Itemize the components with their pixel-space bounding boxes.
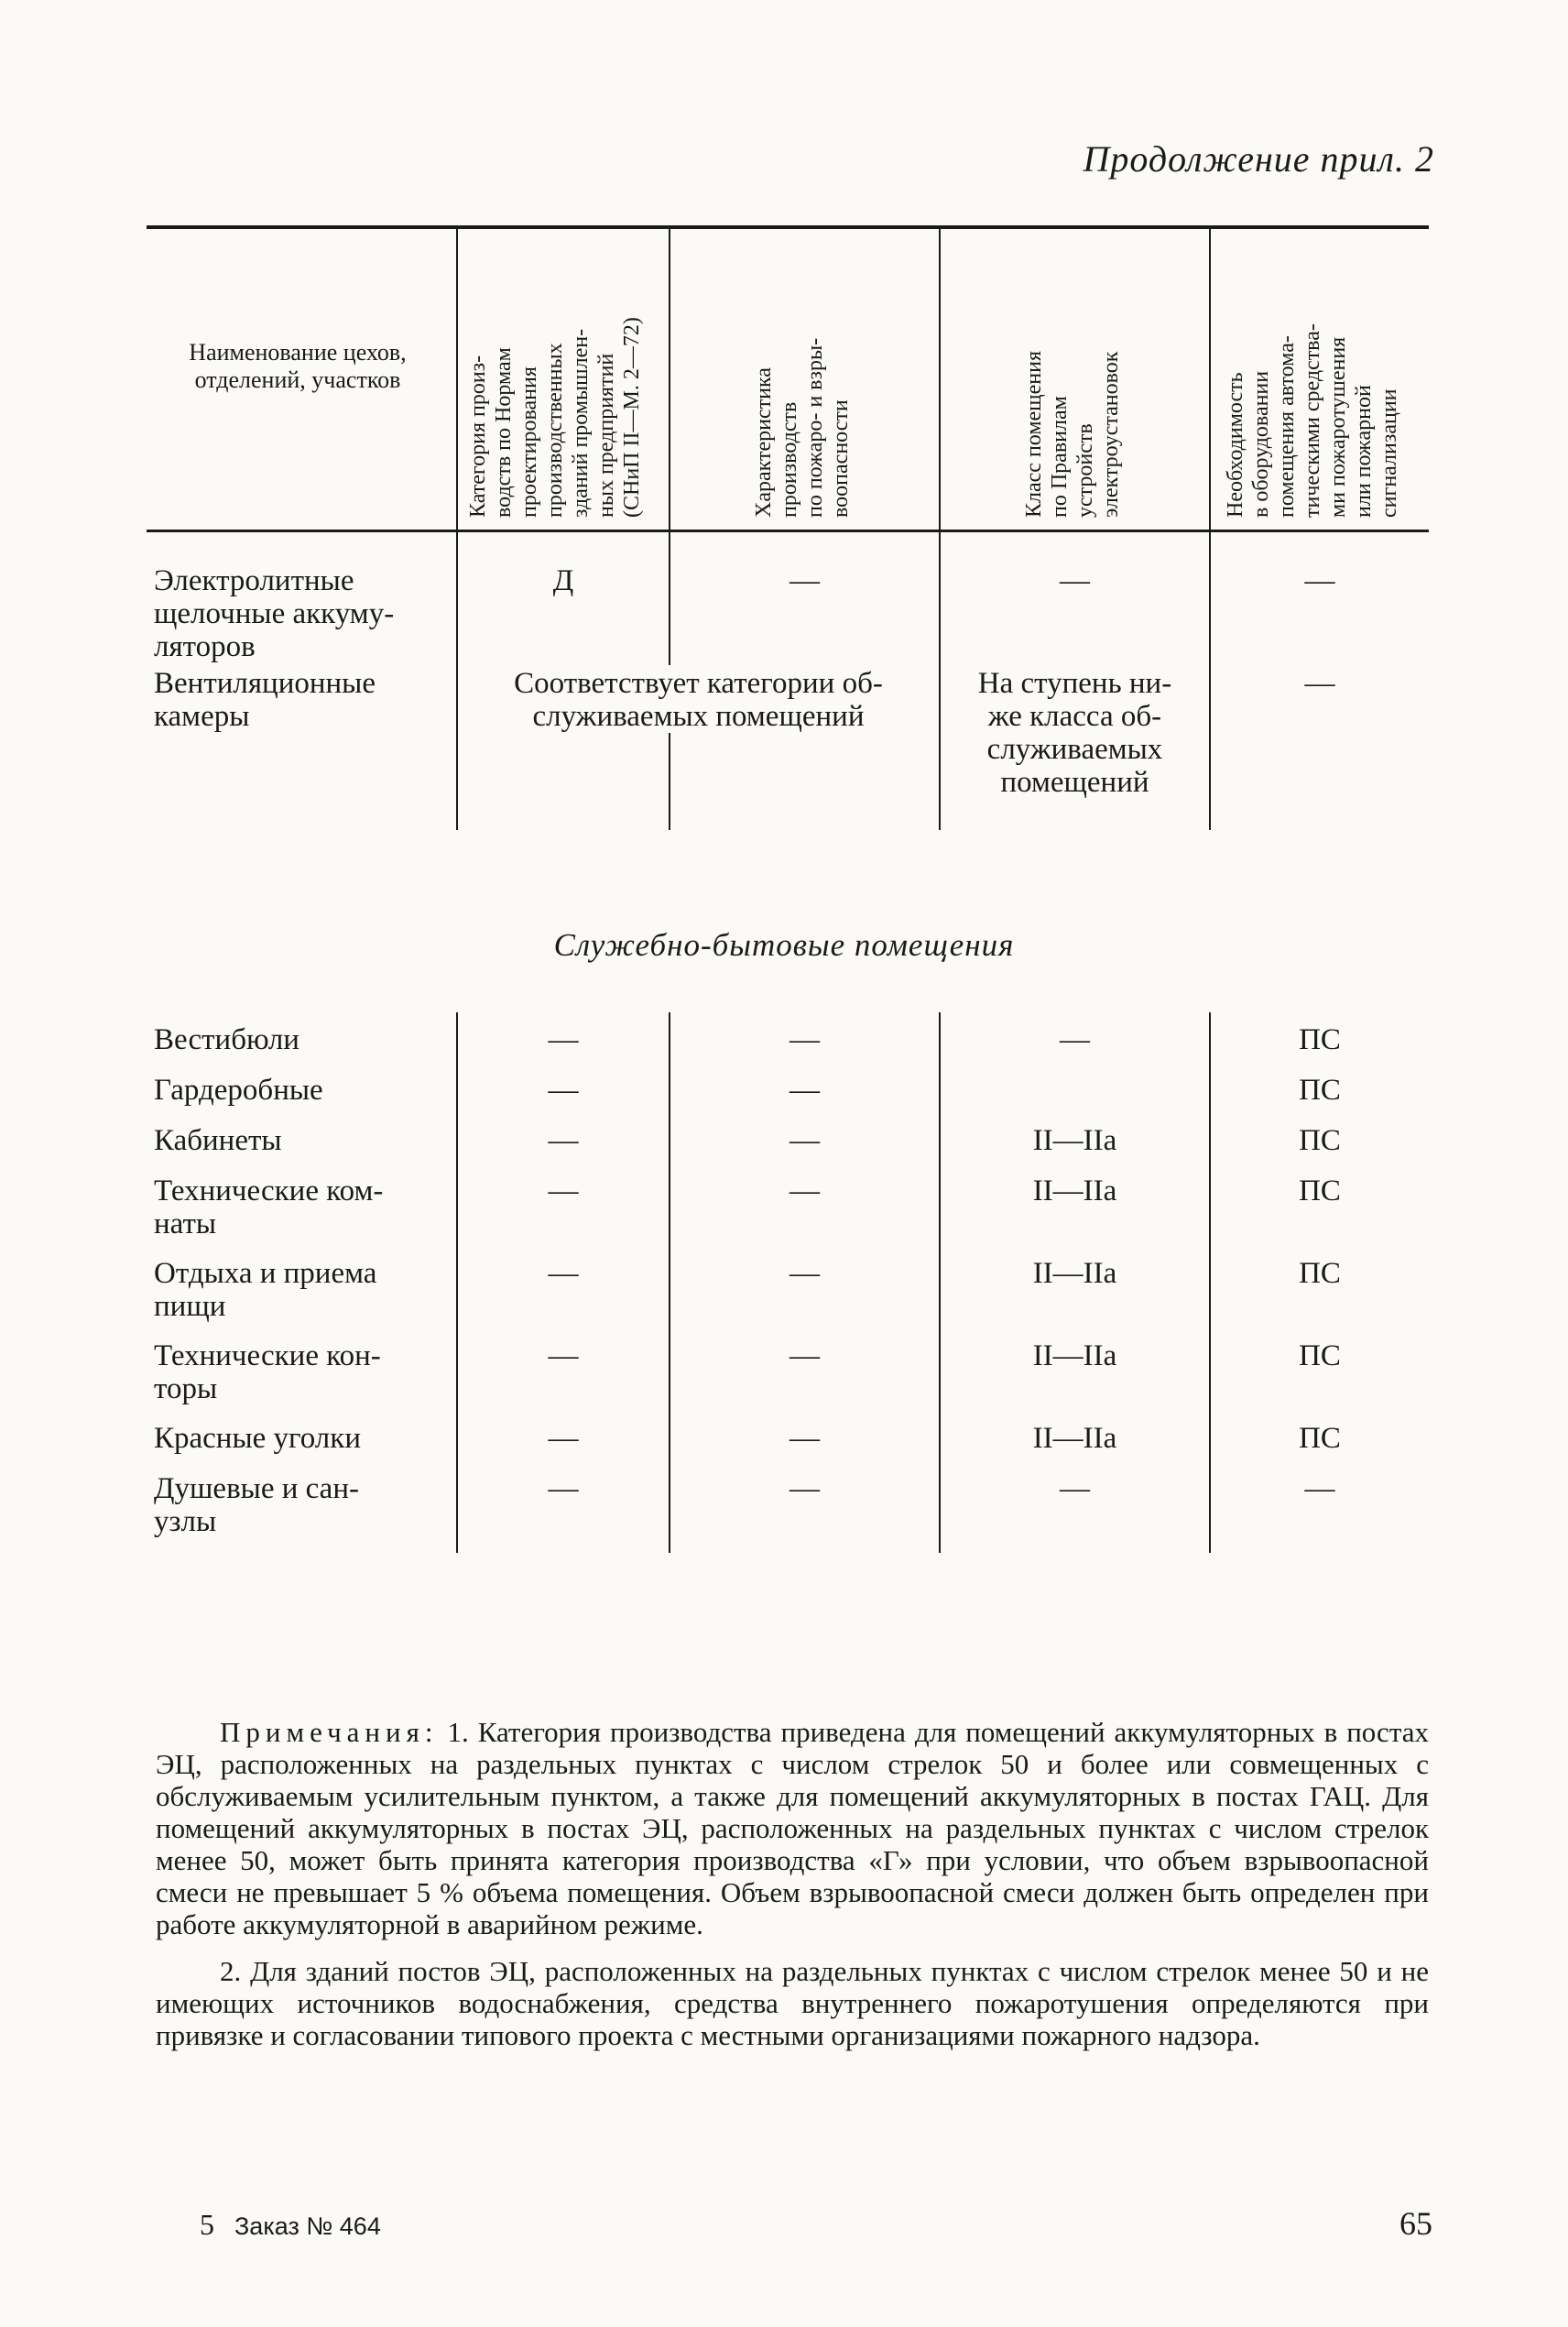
row-name: Технические кон- торы — [154, 1339, 381, 1405]
footer-signature — [200, 2208, 381, 2242]
row-name: Вестибюли — [154, 1023, 299, 1056]
row-name: Вентиляционные камеры — [154, 667, 376, 733]
row-necessity: — — [1304, 564, 1335, 597]
order-number: Заказ № 464 — [234, 2212, 381, 2240]
row-name: Гардеробные — [154, 1074, 323, 1107]
body-divider-2b — [669, 733, 670, 830]
header-divider-4 — [1209, 229, 1211, 530]
body-divider-2a — [669, 532, 670, 665]
row-name: Душевые и сан- узлы — [154, 1472, 359, 1538]
note-1 — [156, 1716, 1429, 1940]
row-merged-category-characteristic: Соответствует категории об- служиваемых помещений — [514, 667, 883, 733]
column-header-necessity: Необходимость в оборудовании помещения автома- тическими средства- ми пожаротушения или пожарной сигнализации — [1224, 323, 1401, 518]
column-header-characteristic: Характеристика производств по пожаро- и взры- воопасности — [752, 337, 853, 518]
row-name: Электролитные щелочные аккуму- ляторов — [154, 564, 395, 663]
note-1-text: 1. Категория производства приведена для помещений аккумуляторных в постах ЭЦ, расположенных на раздельных пунктах с числом стрелок 50 и более или совмещенных с обслуживаемым усилительным пунктом, а также для помещений аккумуляторных в постах ГАЦ. Для помещений аккумуляторных в постах ЭЦ, расположенных на раздельных пунктах с числом стрелок менее 50, может быть принята категория производства «Г» при условии, что объем взрывоопасной смеси не превышает 5 % объема помещения. Объем взрывоопасной смеси должен быть определен при работе аккумуляторной в аварийном режиме. — [156, 1716, 1430, 1940]
row-class: На ступень ни- же класса об- служиваемых помещений — [977, 667, 1172, 799]
row-characteristic: — — [789, 1174, 820, 1207]
page-number: 65 — [1399, 2205, 1432, 2242]
section-title: Служебно-бытовые помещения — [553, 927, 1015, 963]
row-characteristic: — — [789, 1023, 820, 1056]
row-class: — — [1060, 1472, 1090, 1505]
row-necessity: ПС — [1299, 1023, 1341, 1056]
column-header-class: Класс помещения по Правилам устройств электроустановок — [1022, 350, 1123, 518]
header-divider-2 — [669, 229, 670, 530]
row-characteristic: — — [789, 1422, 820, 1455]
row-class: II—IIa — [1032, 1124, 1117, 1157]
notes-block — [156, 1716, 1429, 2066]
column-header-category: Категория произ- водств по Нормам проектирования производственных зданий промышлен- ных предприятий (СНиП II—М. 2—72) — [466, 317, 644, 518]
row-necessity: — — [1304, 667, 1335, 700]
signature-number: 5 — [200, 2208, 214, 2241]
header-divider-3 — [939, 229, 941, 530]
row-category: — — [548, 1074, 579, 1107]
header-divider-1 — [456, 229, 458, 530]
row-characteristic: — — [789, 1257, 820, 1290]
row-characteristic: — — [789, 1124, 820, 1157]
row-characteristic: — — [789, 1472, 820, 1505]
note-2: 2. Для зданий постов ЭЦ, расположенных на раздельных пунктах с числом стрелок менее 50 и не имеющих источников водоснабжения, средства внутреннего пожаротушения определяются при привязке и согласовании типового проекта с местными организациями пожарного надзора. — [156, 1955, 1429, 2051]
row-necessity: ПС — [1299, 1257, 1341, 1290]
row-category: — — [548, 1339, 579, 1372]
row-name: Красные уголки — [154, 1422, 361, 1455]
row-class: — — [1060, 1023, 1090, 1056]
continuation-caption: Продолжение прил. 2 — [1083, 138, 1434, 180]
row-category: — — [548, 1472, 579, 1505]
row-class: — — [1060, 564, 1090, 597]
row-characteristic: — — [789, 564, 820, 597]
row-class: II—IIa — [1032, 1257, 1117, 1290]
row-necessity: ПС — [1299, 1339, 1341, 1372]
row-category: — — [548, 1422, 579, 1455]
row-class: II—IIa — [1032, 1339, 1117, 1372]
row-characteristic: — — [789, 1339, 820, 1372]
row-name: Кабинеты — [154, 1124, 282, 1157]
row-necessity: ПС — [1299, 1074, 1341, 1107]
row-name: Технические ком- наты — [154, 1174, 384, 1240]
row-category: — — [548, 1023, 579, 1056]
notes-label: Примечания: — [220, 1716, 439, 1748]
row-category: Д — [552, 564, 574, 597]
table-top-rule — [147, 225, 1429, 229]
row-characteristic: — — [789, 1074, 820, 1107]
table-header-rule — [147, 530, 1429, 532]
row-category: — — [548, 1174, 579, 1207]
row-category: — — [548, 1257, 579, 1290]
row-class: II—IIa — [1032, 1422, 1117, 1455]
column-header-name: Наименование цехов, отделений, участков — [189, 339, 407, 393]
row-necessity: ПС — [1299, 1124, 1341, 1157]
row-class: II—IIa — [1032, 1174, 1117, 1207]
row-name: Отдыха и приема пищи — [154, 1257, 377, 1323]
row-necessity: — — [1304, 1472, 1335, 1505]
row-necessity: ПС — [1299, 1422, 1341, 1455]
row-necessity: ПС — [1299, 1174, 1341, 1207]
row-category: — — [548, 1124, 579, 1157]
